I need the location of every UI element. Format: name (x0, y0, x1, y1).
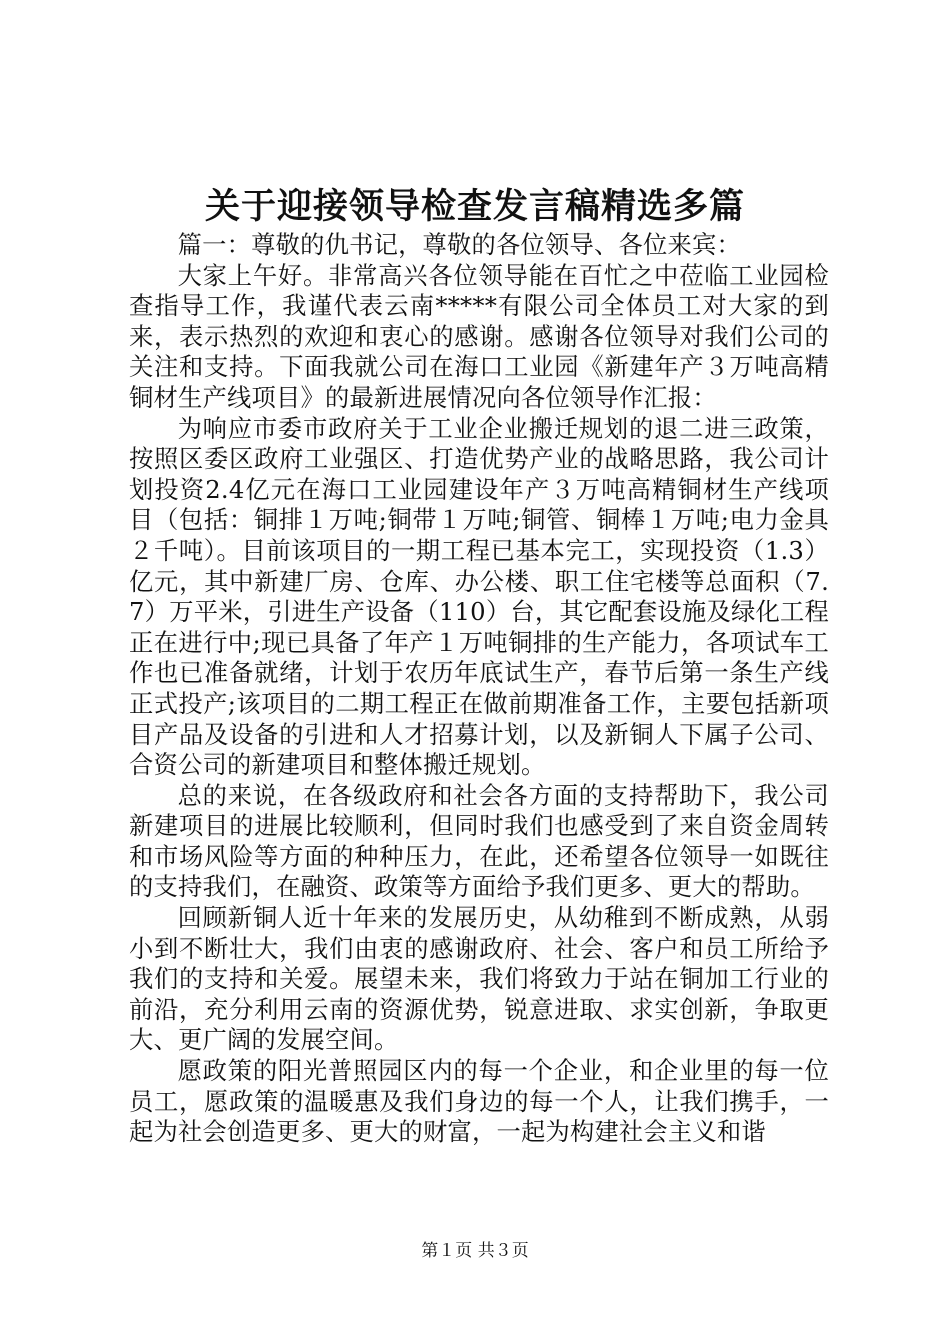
document-body (129, 230, 829, 1148)
paragraph-greeting: 篇一：尊敬的仇书记，尊敬的各位领导、各位来宾： (177, 230, 742, 259)
page-number-footer: 第１页 共３页 (421, 1241, 529, 1261)
paragraph-project-progress: 为响应市委市政府关于工业企业搬迁规划的退二进三政策，按照区委区政府工业强区、打造优势产业的战略思路，我公司计划投资2.4亿元在海口工业园建设年产３万吨高精铜材生产线项目（包括：铜排１万吨;铜带１万吨;铜管、铜棒１万吨;电力金具２千吨）。目前该项目的一期工程已基本完工，实现投资（1.3）亿元，其中新建厂房、仓库、办公楼、职工住宅楼等总面积（7.7）万平米，引进生产设备（110）台，其它配套设施及绿化工程正在进行中;现已具备了年产１万吨铜排的生产能力，各项试车工作也已准备就绪，计划于农历年底试生产，春节后第一条生产线正式投产;该项目的二期工程正在做前期准备工作，主要包括新项目产品及设备的引进和人才招募计划，以及新铜人下属子公司、合资公司的新建项目和整体搬迁规划。 (129, 413, 829, 780)
paragraph-summary: 总的来说，在各级政府和社会各方面的支持帮助下，我公司新建项目的进展比较顺利，但同时我们也感受到了来自资金周转和市场风险等方面的种种压力，在此，还希望各位领导一如既往的支持我们，在融资、政策等方面给予我们更多、更大的帮助。 (129, 780, 829, 902)
paragraph-closing: 愿政策的阳光普照园区内的每一个企业，和企业里的每一位员工，愿政策的温暖惠及我们身边的每一个人，让我们携手，一起为社会创造更多、更大的财富，一起为构建社会主义和谐 (129, 1056, 829, 1147)
paragraph-welcome: 大家上午好。非常高兴各位领导能在百忙之中莅临工业园检查指导工作，我谨代表云南*****有限公司全体员工对大家的到来，表示热烈的欢迎和衷心的感谢。感谢各位领导对我们公司的关注和支持。下面我就公司在海口工业园《新建年产３万吨高精铜材生产线项目》的最新进展情况向各位领导作汇报： (129, 260, 829, 412)
document-title: 关于迎接领导检查发言稿精选多篇 (204, 186, 745, 227)
paragraph-history: 回顾新铜人近十年来的发展历史，从幼稚到不断成熟，从弱小到不断壮大，我们由衷的感谢政府、社会、客户和员工所给予我们的支持和关爱。展望未来，我们将致力于站在铜加工行业的前沿，充分利用云南的资源优势，锐意进取、求实创新，争取更大、更广阔的发展空间。 (129, 903, 829, 1055)
